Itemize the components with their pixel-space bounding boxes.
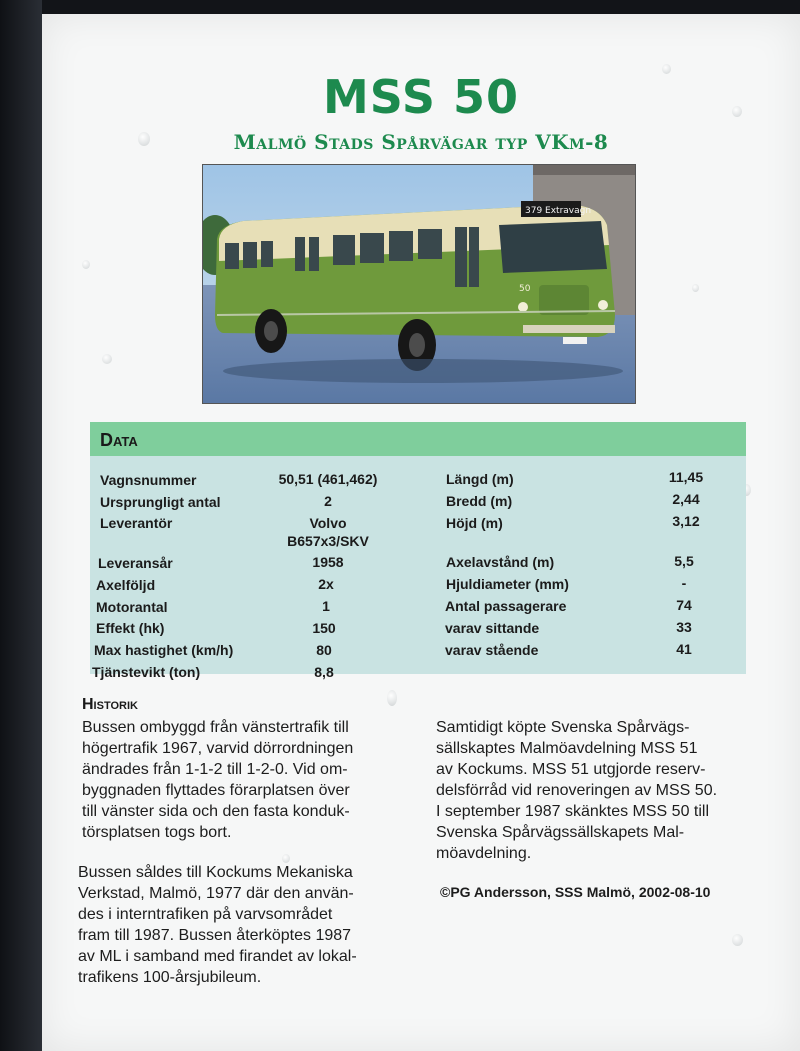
spec-value: B657x3/SKV [287,533,369,549]
data-header-label: Data [100,430,138,450]
spec-label: Tjänstevikt (ton) [92,664,201,680]
spec-label: varav sittande [445,620,540,636]
fleet-number: 50 [519,284,531,294]
spec-value: 3,12 [672,513,700,529]
spec-value: 80 [316,642,332,658]
data-table [90,422,746,680]
data-header [90,422,746,456]
spec-label: Effekt (hk) [96,620,165,636]
water-drop [732,934,743,946]
spec-value: 8,8 [314,664,334,680]
page-subtitle: Malmö Stads Spårvägar typ VKm-8 [233,130,609,154]
spec-value: 150 [312,620,336,636]
spec-value: 1 [322,598,330,614]
spec-label: Höjd (m) [446,515,503,531]
spec-label: Antal passagerare [445,598,567,614]
spec-value: 33 [676,619,692,635]
spec-value: 11,45 [668,469,704,485]
history-title: Historik [82,696,138,713]
water-drop [82,260,90,269]
spec-label: Axelavstånd (m) [446,554,555,570]
history-paragraph: Samtidigt köpte Svenska Spårvägs- sällskaptes Malmöavdelning MSS 51 av Kockums. MSS 51 utgjorde reserv- delsförråd vid renoveringen av MSS 50. I september 1987 skänktes MSS 50 till Svenska Spårvägssällskapets Mal- möavdelning. [436,719,718,862]
spec-label: Leveransår [98,555,173,571]
water-drop [102,354,112,364]
water-drop [692,284,699,292]
destination-sign: 379 Extravagn [525,206,592,216]
water-drop [387,690,397,706]
spec-value: 5,5 [674,553,694,569]
spec-value: 50,51 (461,462) [278,471,378,487]
history-paragraph: Bussen ombyggd från vänstertrafik till högertrafik 1967, varvid dörrordningen ändrades från 1-1-2 till 1-2-0. Vid om- byggnaden flyttades förarplatsen över till vänster sida och den fasta konduk- törsplatsen togs bort. [82,719,354,841]
info-sheet [42,14,800,1051]
spec-value: Volvo [309,515,347,531]
spec-label: varav stående [445,642,539,658]
copyright-note: ©PG Andersson, SSS Malmö, 2002-08-10 [440,884,711,900]
history-paragraph: Bussen såldes till Kockums Mekaniska Verkstad, Malmö, 1977 där den använ- des i interntrafiken på varvsområdet fram till 1987. Bussen återköptes 1987 av ML i samband med firandet av lokal- trafikens 100-årsjubileum. [78,864,357,986]
spec-value: 2 [324,493,332,509]
spec-value: 2,44 [672,491,700,507]
spec-label: Motorantal [96,599,168,615]
spec-value: 1958 [312,554,344,570]
bus-photo [202,164,636,404]
spec-label: Max hastighet (km/h) [94,642,234,658]
spec-label: Bredd (m) [446,493,513,509]
page-title: MSS 50 [323,70,519,124]
spec-value: 41 [676,641,692,657]
spec-label: Vagnsnummer [100,472,197,488]
spec-label: Längd (m) [446,471,514,487]
spec-label: Hjuldiameter (mm) [446,576,569,592]
spec-label: Axelföljd [96,577,156,593]
background-left [0,0,42,1051]
background-top [0,0,800,14]
spec-label: Leverantör [100,515,173,531]
spec-value: 2x [318,576,334,592]
spec-value: - [681,575,687,591]
spec-label: Ursprungligt antal [100,494,221,510]
spec-value: 74 [676,597,692,613]
